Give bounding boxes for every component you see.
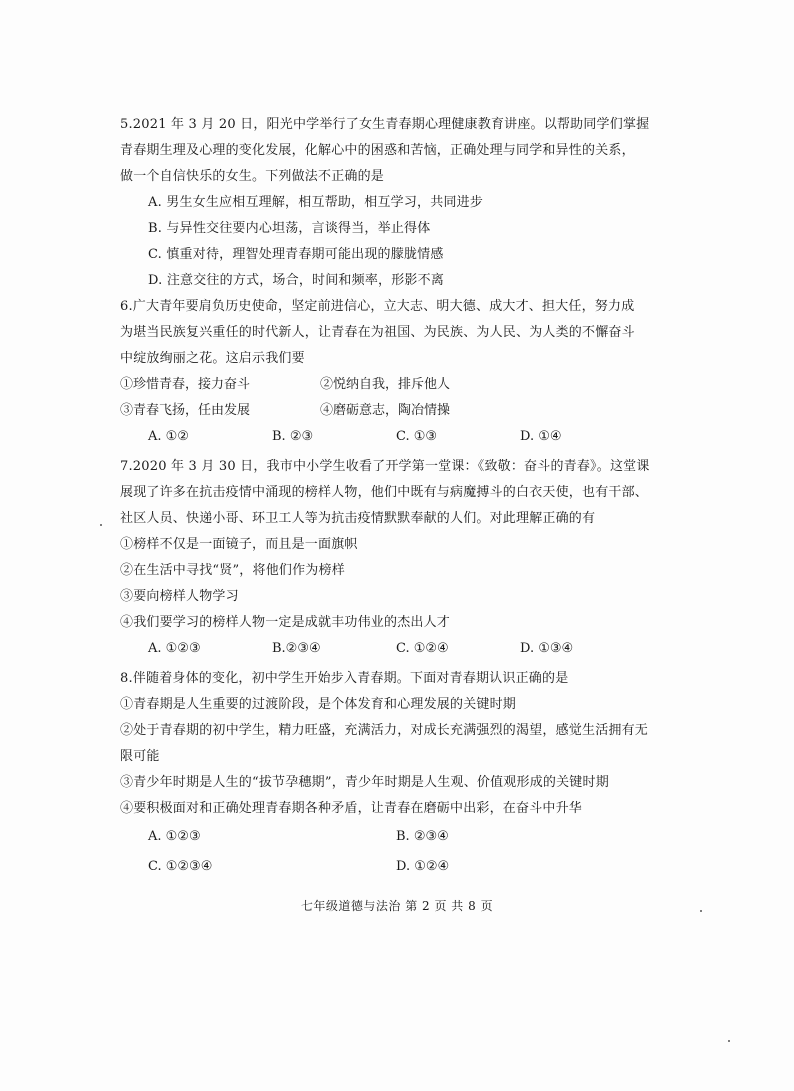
question-6-option-c: C. ①③ xyxy=(396,429,438,444)
scan-speck xyxy=(728,1040,730,1042)
question-5-option-d: D. 注意交往的方式，场合，时间和频率，形影不离 xyxy=(148,273,445,288)
question-6-statement-row-1 xyxy=(120,372,660,398)
question-5-stem-line-1: 5.2021 年 3 月 20 日，阳光中学举行了女生青春期心理健康教育讲座。以帮助同学们掌握 xyxy=(120,117,650,132)
question-8 xyxy=(120,666,660,882)
question-5-option-c: C. 慎重对待，理智处理青春期可能出现的朦胧情感 xyxy=(148,247,444,262)
question-8-options-row-1 xyxy=(120,822,660,852)
question-7-option-b: B.②③④ xyxy=(272,641,321,656)
question-5-stem-line-3: 做一个自信快乐的女生。下列做法不正确的是 xyxy=(120,169,385,184)
question-6-option-b: B. ②③ xyxy=(272,429,314,444)
question-6-stem-line-2: 为堪当民族复兴重任的时代新人，让青春在为祖国、为民族、为人民、为人类的不懈奋斗 xyxy=(120,325,635,340)
question-7-option-d: D. ①③④ xyxy=(520,641,574,656)
question-7-stem-line-2: 展现了许多在抗击疫情中涌现的榜样人物，他们中既有与病魔搏斗的白衣天使，也有干部、 xyxy=(120,485,649,500)
question-8-statement-2-cont: 限可能 xyxy=(120,749,160,764)
scan-speck xyxy=(700,910,702,912)
question-6-statement-4: ④磨砺意志，陶冶情操 xyxy=(320,403,451,418)
question-6-statement-1: ①珍惜青春，接力奋斗 xyxy=(120,377,251,392)
question-7-option-a: A. ①②③ xyxy=(148,641,201,656)
question-8-statement-3: ③青少年时期是人生的“拔节孕穗期”，青少年时期是人生观、价值观形成的关键时期 xyxy=(120,775,609,790)
question-8-option-c: C. ①②③④ xyxy=(148,859,213,874)
question-7-statement-3: ③要向榜样人物学习 xyxy=(120,589,239,604)
question-6-option-d: D. ①④ xyxy=(520,429,562,444)
question-5-option-b: B. 与异性交往要内心坦荡，言谈得当，举止得体 xyxy=(148,221,431,236)
question-8-option-a: A. ①②③ xyxy=(148,829,201,844)
question-7-statement-4: ④我们要学习的榜样人物一定是成就丰功伟业的杰出人才 xyxy=(120,615,451,630)
question-8-option-d: D. ①②④ xyxy=(396,859,450,874)
question-6-option-a: A. ①② xyxy=(148,429,189,444)
question-7-stem-line-3: 社区人员、快递小哥、环卫工人等为抗击疫情默默奉献的人们。对此理解正确的有 xyxy=(120,511,596,526)
question-7-option-c: C. ①②④ xyxy=(396,641,449,656)
question-7-options xyxy=(120,636,660,662)
question-8-option-b: B. ②③④ xyxy=(396,829,449,844)
question-6 xyxy=(120,294,660,450)
question-5 xyxy=(120,112,660,294)
question-7-statement-2: ②在生活中寻找“贤”，将他们作为榜样 xyxy=(120,563,345,578)
question-6-statement-3: ③青春飞扬，任由发展 xyxy=(120,403,251,418)
scan-speck xyxy=(100,524,102,526)
question-7 xyxy=(120,454,660,662)
question-6-statement-row-2 xyxy=(120,398,660,424)
page-footer: 七年级道德与法治 第 2 页 共 8 页 xyxy=(300,899,494,913)
question-8-stem-line-1: 8.伴随着身体的变化，初中学生开始步入青春期。下面对青春期认识正确的是 xyxy=(120,671,569,686)
question-list xyxy=(120,112,660,882)
question-8-statement-2: ②处于青春期的初中学生，精力旺盛，充满活力，对成长充满强烈的渴望，感觉生活拥有无 xyxy=(120,723,649,738)
question-5-option-a: A. 男生女生应相互理解，相互帮助，相互学习，共同进步 xyxy=(148,195,484,210)
question-6-options xyxy=(120,424,660,450)
question-6-statement-2: ②悦纳自我，排斥他人 xyxy=(320,377,451,392)
question-6-stem-line-3: 中绽放绚丽之花。这启示我们要 xyxy=(120,351,305,366)
question-8-statement-4: ④要积极面对和正确处理青春期各种矛盾，让青春在磨砺中出彩，在奋斗中升华 xyxy=(120,801,583,816)
question-7-statement-1: ①榜样不仅是一面镜子，而且是一面旗帜 xyxy=(120,537,358,552)
question-5-stem-line-2: 青春期生理及心理的变化发展，化解心中的困惑和苦恼，正确处理与同学和异性的关系， xyxy=(120,143,635,158)
question-8-statement-1: ①青春期是人生重要的过渡阶段，是个体发育和心理发展的关键时期 xyxy=(120,697,517,712)
question-6-stem-line-1: 6.广大青年要肩负历史使命，坚定前进信心，立大志、明大德、成大才、担大任，努力成 xyxy=(120,299,635,314)
question-8-options-row-2 xyxy=(120,852,660,882)
question-7-stem-line-1: 7.2020 年 3 月 30 日，我市中小学生收看了开学第一堂课：《致敬：奋斗的青春》。这堂课 xyxy=(120,459,650,474)
